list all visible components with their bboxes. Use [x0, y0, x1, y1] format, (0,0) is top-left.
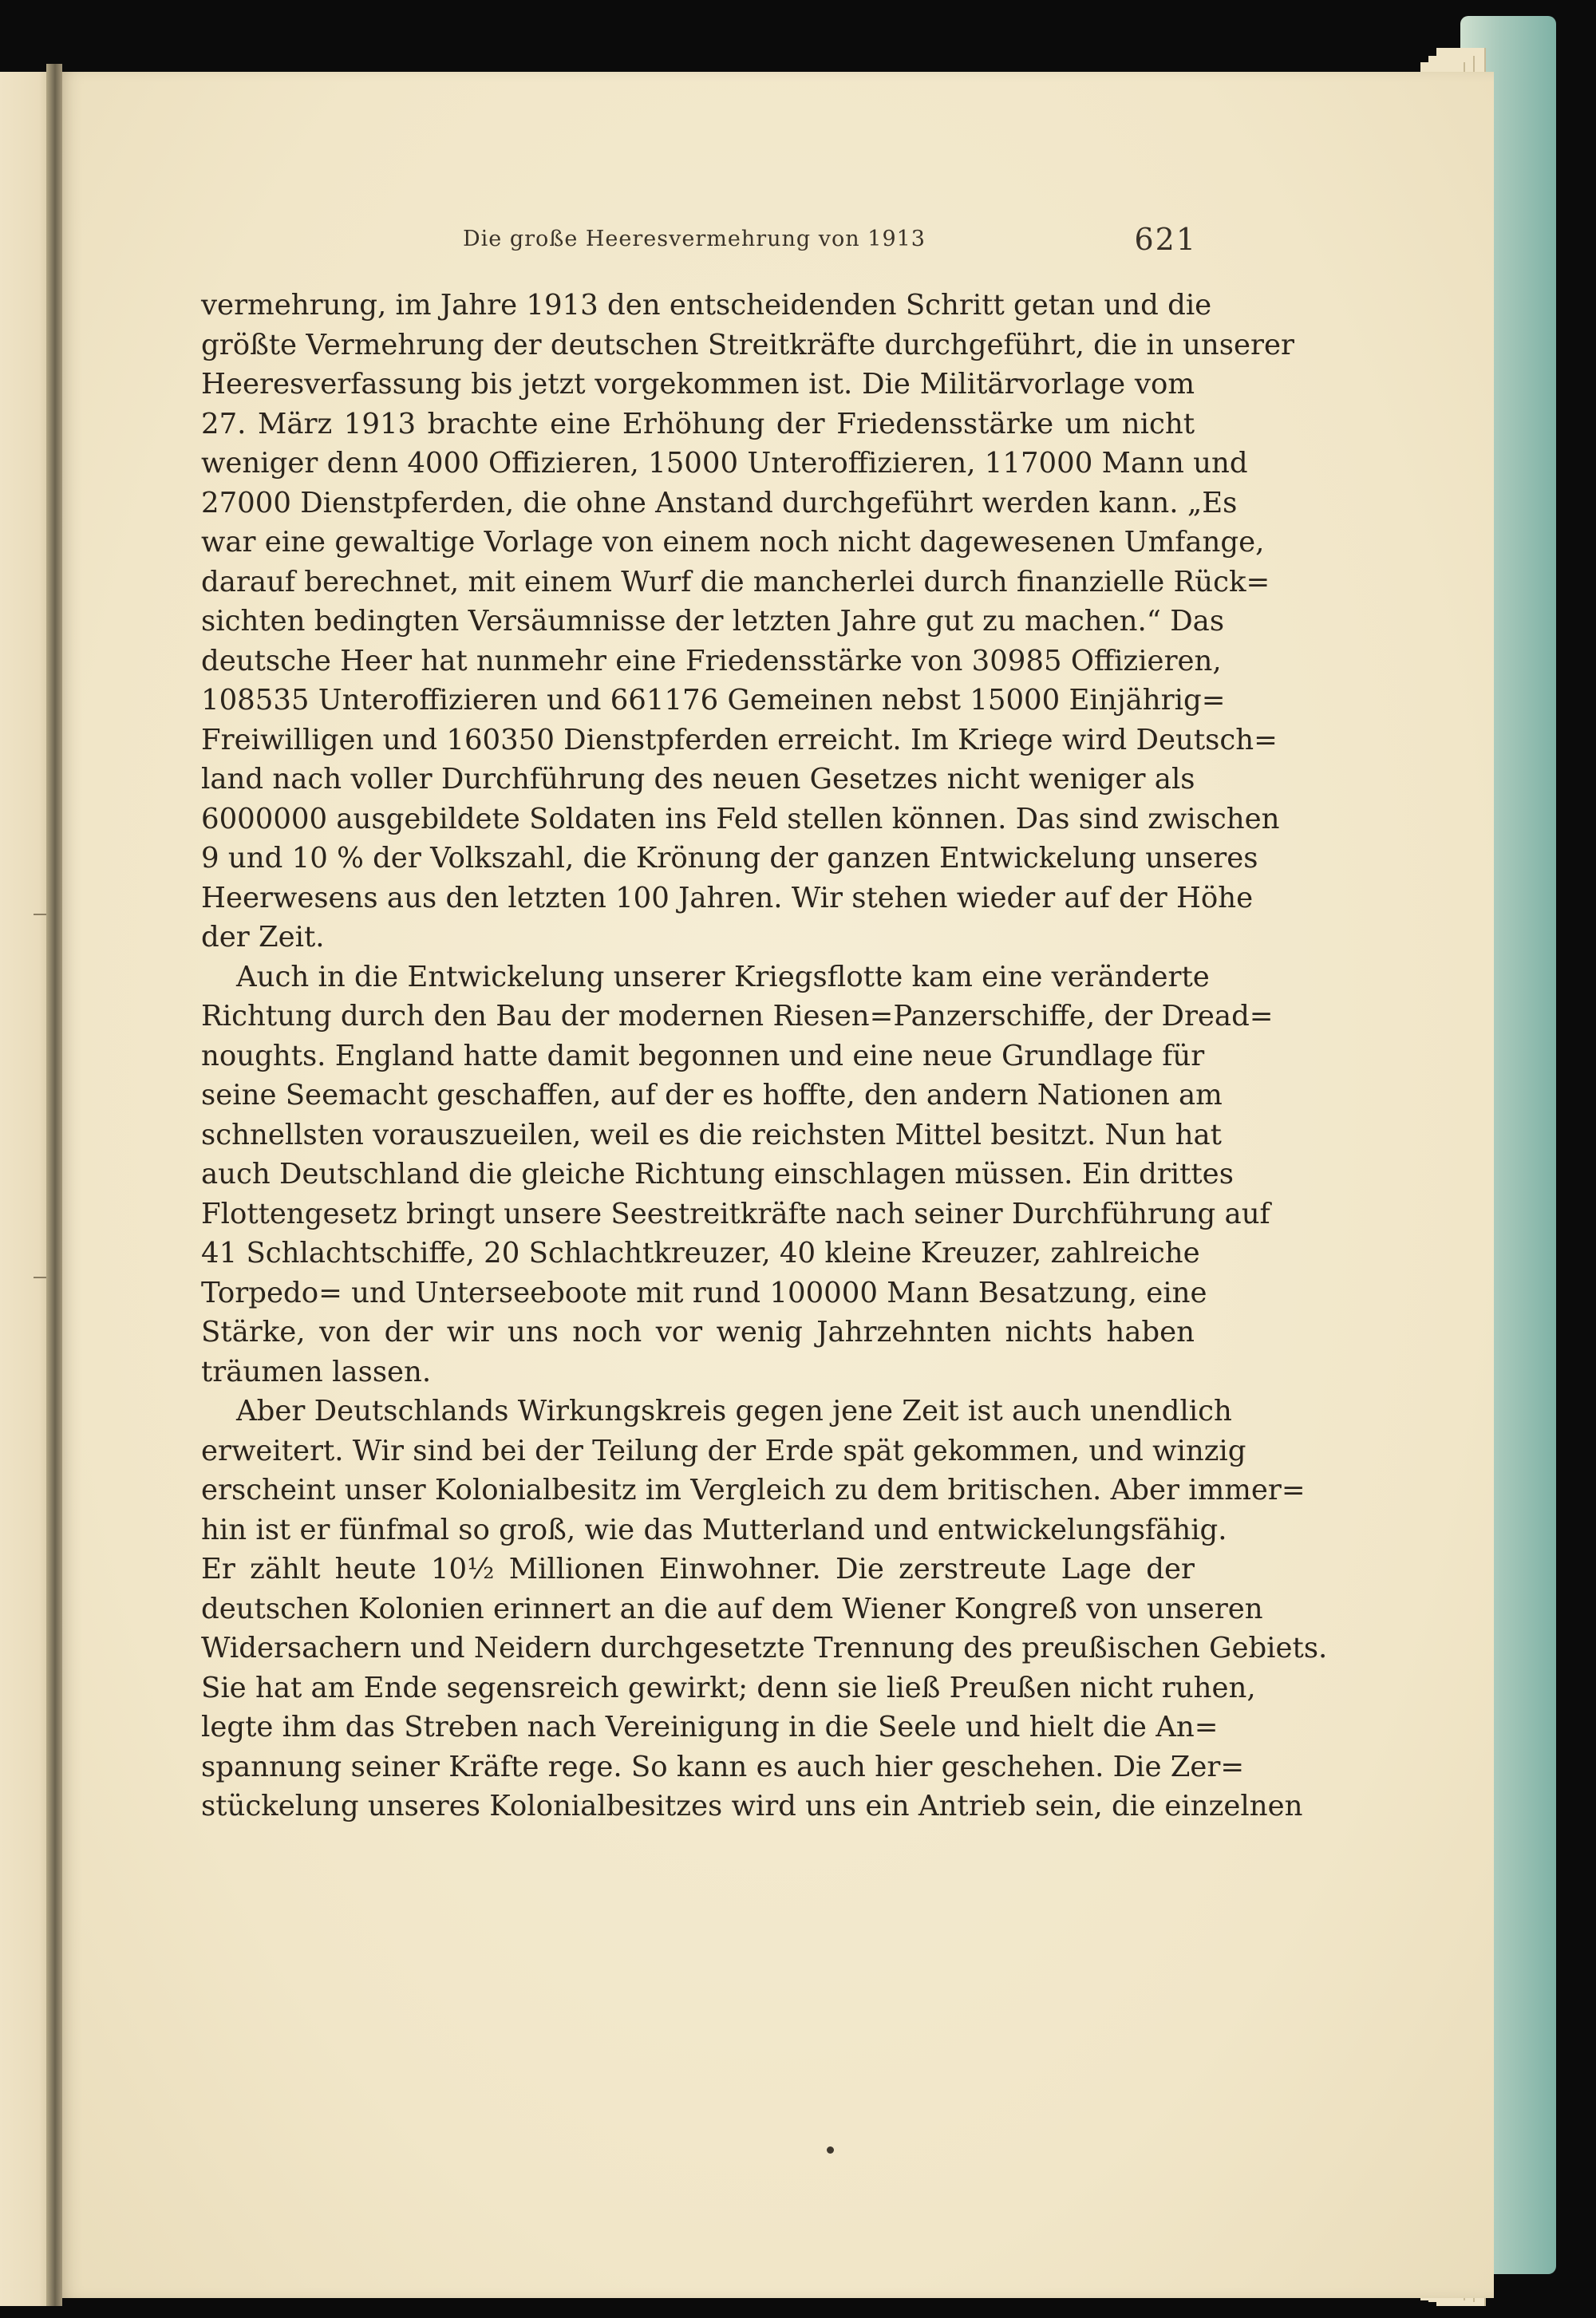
text-line: 9 und 10 % der Volkszahl, die Krönung der ganzen Entwickelung unseres — [201, 842, 1258, 875]
text-line: seine Seemacht geschaffen, auf der es hoffte, den andern Nationen am — [201, 1079, 1223, 1112]
text-line: der Zeit. — [201, 921, 325, 954]
text-line: legte ihm das Streben nach Vereinigung in die Seele und hielt die An= — [201, 1711, 1219, 1743]
text-line: 27000 Dienstpferden, die ohne Anstand durchgeführt werden kann. „Es — [201, 486, 1238, 519]
text-line: größte Vermehrung der deutschen Streitkräfte durchgeführt, die in unserer — [201, 328, 1294, 361]
text-line: darauf berechnet, mit einem Wurf die mancherlei durch finanzielle Rück= — [201, 565, 1270, 598]
text-line: sichten bedingten Versäumnisse der letzten Jahre gut zu machen.“ Das — [201, 605, 1225, 638]
text-line: erweitert. Wir sind bei der Teilung der Erde spät gekommen, und winzig — [201, 1434, 1246, 1467]
text-line: schnellsten vorauszueilen, weil es die reichsten Mittel besitzt. Nun hat — [201, 1118, 1222, 1151]
text-line: 27. März 1913 brachte eine Erhöhung der Friedensstärke um nicht — [201, 407, 1195, 440]
ink-dot — [827, 2146, 834, 2154]
text-line: Er zählt heute 10½ Millionen Einwohner. Die zerstreute Lage der — [201, 1553, 1195, 1585]
text-line: 108535 Unteroffizieren und 661176 Gemeinen nebst 15000 Einjährig= — [201, 684, 1226, 717]
text-line: hin ist er fünfmal so groß, wie das Mutterland und entwickelungsfähig. — [201, 1513, 1227, 1546]
page-number: 621 — [1134, 222, 1197, 257]
text-line: land nach voller Durchführung des neuen Gesetzes nicht weniger als — [201, 763, 1195, 796]
running-head: Die große Heeresvermehrung von 1913 — [463, 227, 926, 251]
text-line: Heeresverfassung bis jetzt vorgekommen ist. Die Militärvorlage vom — [201, 368, 1195, 401]
text-line: Freiwilligen und 160350 Dienstpferden erreicht. Im Kriege wird Deutsch= — [201, 723, 1278, 756]
text-line: erscheint unser Kolonialbesitz im Vergleich zu dem britischen. Aber immer= — [201, 1474, 1306, 1507]
text-line: noughts. England hatte damit begonnen und eine neue Grundlage für — [201, 1039, 1205, 1072]
text-line: 41 Schlachtschiffe, 20 Schlachtkreuzer, 40 kleine Kreuzer, zahlreiche — [201, 1237, 1200, 1270]
book-gutter — [46, 64, 62, 2306]
text-line: Widersachern und Neidern durchgesetzte Trennung des preußischen Gebiets. — [201, 1632, 1328, 1664]
text-line: Stärke, von der wir uns noch vor wenig Jahrzehnten nichts haben — [201, 1316, 1195, 1349]
text-line: vermehrung, im Jahre 1913 den entscheidenden Schritt getan und die — [201, 289, 1212, 322]
text-line: spannung seiner Kräfte rege. So kann es auch hier geschehen. Die Zer= — [201, 1750, 1245, 1783]
text-line: stückelung unseres Kolonialbesitzes wird uns ein Antrieb sein, die einzelnen — [201, 1790, 1303, 1822]
page-header — [463, 222, 1197, 267]
text-line: deutsche Heer hat nunmehr eine Friedensstärke von 30985 Offizieren, — [201, 644, 1222, 677]
body-text — [201, 286, 1328, 1826]
text-line: Aber Deutschlands Wirkungskreis gegen jene Zeit ist auch unendlich — [236, 1395, 1232, 1428]
text-line: Flottengesetz bringt unsere Seestreitkräfte nach seiner Durchführung auf — [201, 1197, 1270, 1230]
text-line: Sie hat am Ende segensreich gewirkt; denn sie ließ Preußen nicht ruhen, — [201, 1671, 1256, 1704]
text-line: war eine gewaltige Vorlage von einem noch nicht dagewesenen Umfange, — [201, 526, 1265, 559]
text-line: Heerwesens aus den letzten 100 Jahren. Wir stehen wieder auf der Höhe — [201, 881, 1254, 914]
text-line: weniger denn 4000 Offizieren, 15000 Unteroffizieren, 117000 Mann und — [201, 447, 1248, 480]
text-line: träumen lassen. — [201, 1355, 432, 1388]
text-line: 6000000 ausgebildete Soldaten ins Feld stellen können. Das sind zwischen — [201, 802, 1280, 835]
text-line: auch Deutschland die gleiche Richtung einschlagen müssen. Ein drittes — [201, 1158, 1234, 1191]
text-line: Torpedo= und Unterseeboote mit rund 100000 Mann Besatzung, eine — [201, 1276, 1207, 1309]
text-line: Richtung durch den Bau der modernen Riesen=Panzerschiffe, der Dread= — [201, 1000, 1274, 1033]
text-line: Auch in die Entwickelung unserer Kriegsflotte kam eine veränderte — [236, 960, 1210, 993]
text-line: deutschen Kolonien erinnert an die auf dem Wiener Kongreß von unseren — [201, 1592, 1263, 1625]
